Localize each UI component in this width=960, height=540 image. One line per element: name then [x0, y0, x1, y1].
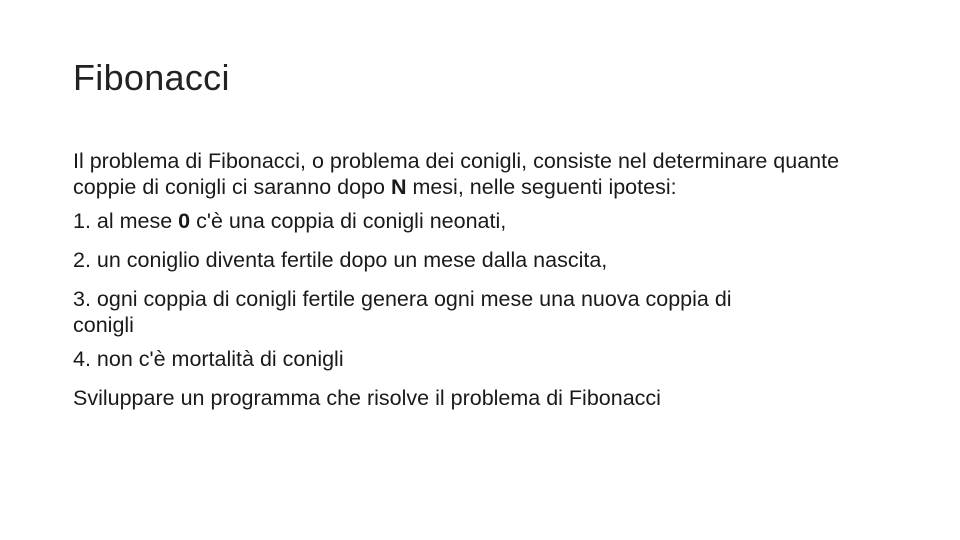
- slide-body: [73, 148, 873, 424]
- list-item-3: 3. ogni coppia di conigli fertile genera ogni mese una nuova coppia di conigli: [73, 287, 732, 337]
- intro-text-2: mesi, nelle seguenti ipotesi:: [406, 175, 677, 199]
- slide-title: Fibonacci: [73, 57, 230, 98]
- intro-text-1: Il problema di Fibonacci, o problema dei conigli, consiste nel determinare quante coppie di conigli ci saranno dopo: [73, 149, 840, 199]
- item-1-prefix: 1. al mese: [73, 209, 179, 233]
- intro-bold-n: N: [390, 175, 407, 199]
- list-item-4: 4. non c'è mortalità di conigli: [73, 347, 344, 371]
- conclusion-paragraph: Sviluppare un programma che risolve il problema di Fibonacci: [73, 386, 661, 410]
- item-1-bold: 0: [178, 209, 191, 233]
- item-1-suffix: c'è una coppia di conigli neonati,: [190, 209, 507, 233]
- list-item-1: [73, 208, 873, 234]
- list-item-2: 2. un coniglio diventa fertile dopo un mese dalla nascita,: [73, 248, 608, 272]
- intro-paragraph: [73, 148, 873, 200]
